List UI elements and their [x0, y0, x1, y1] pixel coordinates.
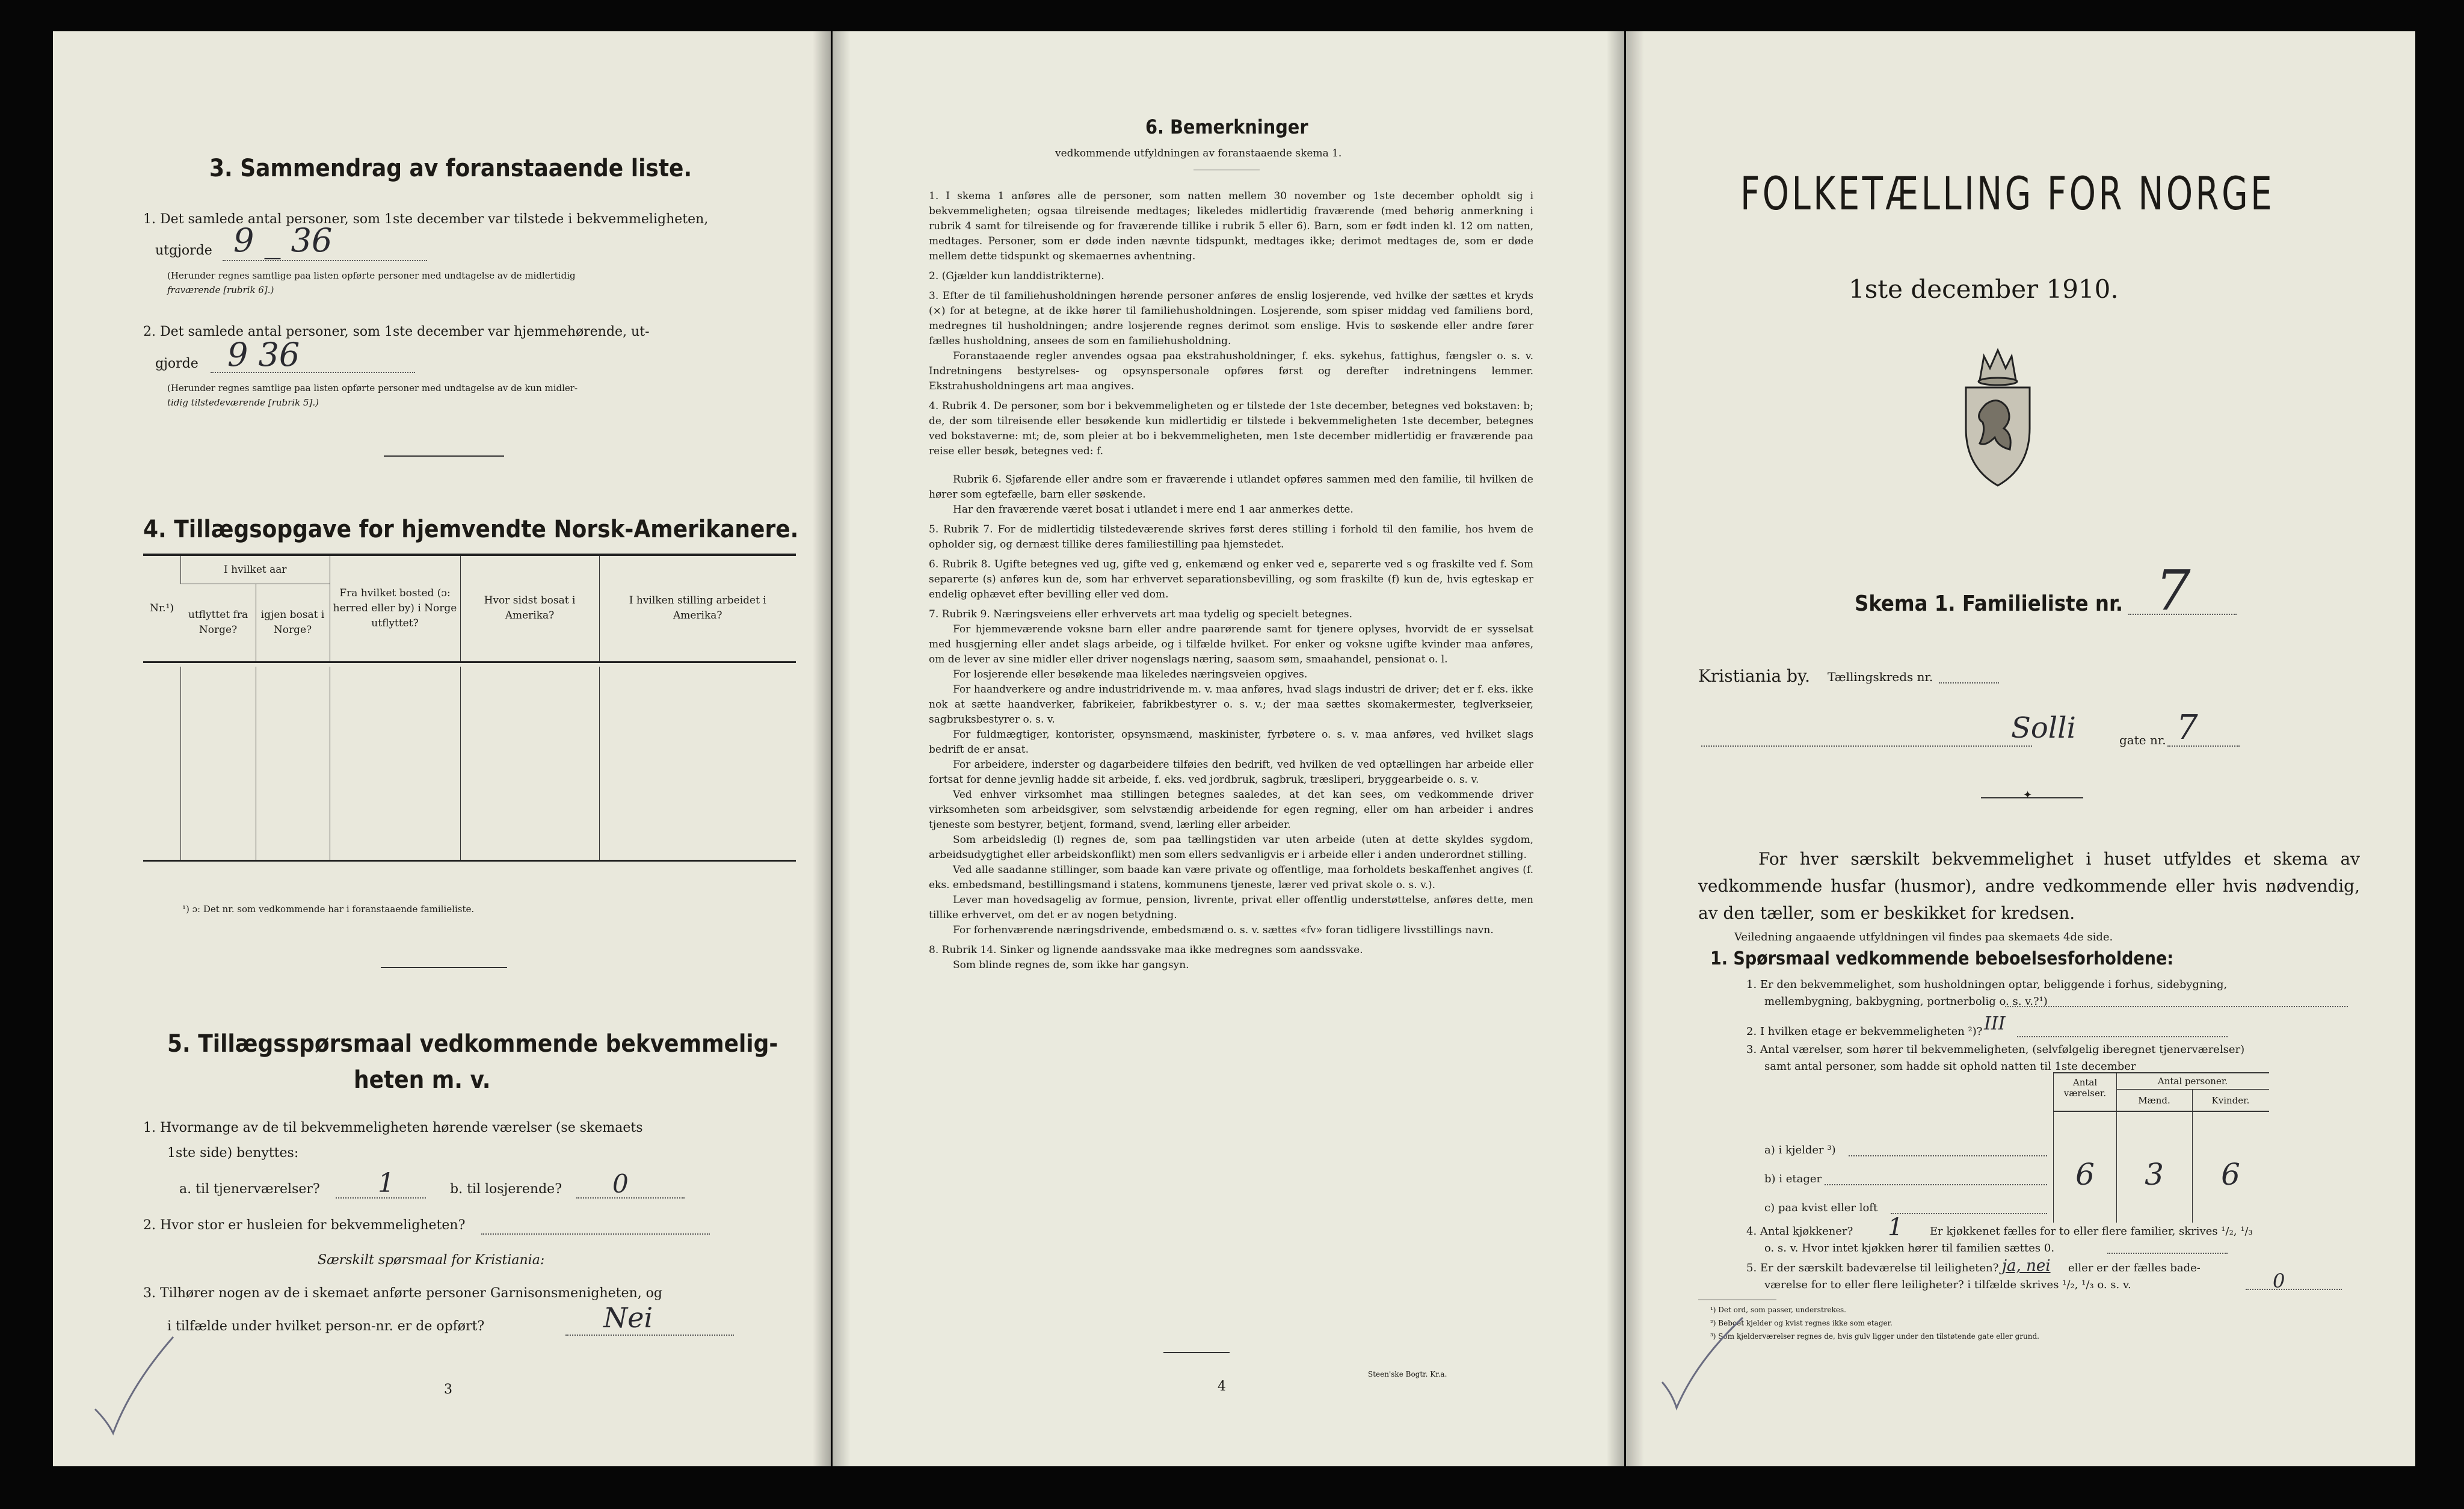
q1-note-2: fraværende [rubrik 6].) — [167, 285, 274, 295]
remark-3b: Foranstaaende regler anvendes ogsaa paa ekstrahusholdninger, f. eks. sykehus, fattighus, fængsler o. s. v. Indretningens bestyrelses- og opsynspersonale opføres først og derefter indretningens lemmer. Ekstrahusholdningens art maa angives. — [929, 350, 1533, 392]
col-vaerelser: Antal værelser. — [2063, 1077, 2107, 1099]
col-aar: I hvilket aar — [181, 556, 330, 584]
remark-7j: Lever man hovedsagelig av formue, pension, livrente, privat eller offentlig understøttelse, anføres dette, men tillike erhvervet, om det er av nogen betydning. — [929, 894, 1533, 921]
cover-q2: 2. I hvilken etage er bekvemmeligheten ²)? — [1746, 1025, 1983, 1038]
cover-q5-2: værelse for to eller flere leiligheter? i tilfælde skrives ¹/₂, ¹/₃ o. s. v. — [1764, 1279, 2131, 1291]
cover-q5-answer: ja, nei — [2002, 1257, 2051, 1275]
skema-label: Skema 1. Familieliste nr. — [1855, 591, 2124, 616]
s5-q1b: b. til losjerende? — [450, 1182, 562, 1197]
ornament-icon: ✦ — [2023, 789, 2033, 801]
remark-7: 7. Rubrik 9. Næringsveiens eller erhvervets art maa tydelig og specielt betegnes. — [929, 608, 1352, 620]
section-5-title: 5. Tillægsspørsmaal vedkommende bekvemmelig- — [167, 1030, 778, 1058]
remark-7k: For forhenværende næringsdrivende, embedsmænd o. s. v. sættes «fv» foran tidligere livsstillings navn. — [953, 924, 1494, 936]
coat-of-arms-icon — [1953, 344, 2043, 489]
remark-3: 3. Efter de til familiehusholdningen hørende personer anføres de enslig losjerende, ved hvilke der sættes et kryds (×) for at betegne, at de ikke hører til familiehusholdningen. Losjerende, som spiser middag ved familiens bord, medregnes til husholdningen; andre losjerende regnes derimot som enslige. Hvis to søskende eller andre fører fælles husholdning, ansees de som en familiehusholdning. — [929, 290, 1533, 347]
remark-6: 6. Rubrik 8. Ugifte betegnes ved ug, gifte ved g, enkemænd og enker ved e, separerte ved s og fraskilte ved f. Som separerte (s) anføres kun de, som har erhvervet separationsbevilling, og som fraskilte (f) kun de, hvis egteskap er endelig ophævet efter bevilling eller ved dom. — [929, 558, 1533, 600]
cover-intro: For hver særskilt bekvemmelighet i huset utfyldes et skema av vedkommende husfar (husmor), andre vedkommende eller hvis nødvendig, av den tæller, som er beskikket for kredsen. — [1698, 849, 2360, 923]
section-4-title: 4. Tillægsopgave for hjemvendte Norsk-Amerikanere. — [143, 516, 799, 543]
s5-q3-answer: Nei — [603, 1301, 653, 1334]
row-c: c) paa kvist eller loft — [1764, 1202, 1878, 1214]
cover-footnote-3: ³) Som kjelderværelser regnes de, hvis gulv ligger under den tilstøtende gate eller grund. — [1710, 1332, 2039, 1341]
q2-answer: 9 36 — [227, 336, 300, 374]
s5-kristiania: Særskilt spørsmaal for Kristiania: — [318, 1253, 545, 1268]
rooms-table — [2053, 1072, 2269, 1223]
page-4 — [833, 31, 1624, 1466]
section-6-title: 6. Bemerkninger — [1145, 116, 1308, 138]
q2-note-2: tidig tilstedeværende [rubrik 5].) — [167, 397, 319, 408]
remark-7c: For losjerende eller besøkende maa likeledes næringsveien opgives. — [953, 668, 1308, 680]
remarks-list — [929, 189, 1533, 973]
s5-q2: 2. Hvor stor er husleien for bekvemmeligheten? — [143, 1218, 466, 1233]
cover-q5-answer-2: 0 — [2273, 1270, 2285, 1292]
remark-7e: For fuldmægtiger, kontorister, opsynsmænd, maskinister, fyrbøtere o. s. v. maa anføres, ved hvilket slags bedrift de er ansat. — [929, 729, 1533, 756]
check-mark-icon — [1657, 1313, 1748, 1415]
q1-answer: 9 _ 36 — [233, 221, 333, 259]
norsk-amerikanere-table — [143, 556, 796, 862]
section-6-subtitle: vedkommende utfyldningen av foranstaaende skema 1. — [1055, 147, 1342, 159]
cover-q5-b: eller er der fælles bade- — [2068, 1262, 2201, 1274]
remark-4c: Har den fraværende været bosat i utlandet i mere end 1 aar anmerkes dette. — [953, 504, 1354, 516]
veiledning: Veiledning angaaende utfyldningen vil findes paa skemaets 4de side. — [1734, 931, 2113, 943]
cover-q2-answer: III — [1984, 1013, 2006, 1034]
remark-7d: For haandverkere og andre industridrivende m. v. maa anføres, hvad slags industri de driver; det er f. eks. ikke nok at sætte haandverker, fabrikeier, fabrikbestyrer o. s. v.; der maa sættes skomakermester, teglverkseier, sagbruksbestyrer o. s. v. — [929, 684, 1533, 726]
s5-q1a-answer: 1 — [378, 1168, 395, 1199]
remark-1: 1. I skema 1 anføres alle de personer, som natten mellem 30 november og 1ste december opholdt sig i bekvemmeligheten; ogsaa tilreisende medtages; likeledes midlertidig fraværende (med behørig anmerkning i rubrik 4 samt for tilreisende og for fraværende tillike i rubrik 5 eller 6). Barn, som er født inden kl. 12 om natten, medtages. Personer, som er døde inden nævnte tidspunkt, medtages ikke; derimot medtages de, som er døde mellem dette tidspunkt og skemaernes avhentning. — [929, 190, 1533, 262]
gate-label: gate nr. — [2119, 733, 2166, 747]
s5-q3-2: i tilfælde under hvilket person-nr. er de opført? — [167, 1319, 485, 1334]
kreds-label: Tællingskreds nr. — [1828, 670, 1933, 684]
col-utflyttet: utflyttet fra Norge? — [188, 608, 248, 636]
census-title: FOLKETÆLLING FOR NORGE — [1740, 167, 2275, 220]
cover-q5: 5. Er der særskilt badeværelse til leiligheten? — [1746, 1262, 1999, 1274]
section-5-title-2: heten m. v. — [354, 1066, 491, 1094]
s5-q3: 3. Tilhører nogen av de i skemaet anførte personer Garnisonsmenigheten, og — [143, 1286, 663, 1301]
col-amerika: Hvor sidst bosat i Amerika? — [460, 556, 599, 662]
q2-note: (Herunder regnes samtlige paa listen opførte personer med undtagelse av de kun midler- — [167, 383, 578, 393]
s5-q1a: a. til tjenerværelser? — [179, 1182, 320, 1197]
check-mark-icon — [89, 1331, 179, 1439]
s5-q1b-answer: 0 — [612, 1169, 629, 1199]
page-1-cover — [1626, 31, 2415, 1466]
remark-7i: Ved alle saadanne stillinger, som baade kan være private og offentlige, maa forholdets beskaffenhet angives (f. eks. embedsmand, bestillingsmand i statens, kommunens tjeneste, lærer ved privat skole o. s. v.). — [929, 864, 1533, 891]
row-b-vaerelser: 6 — [2075, 1157, 2095, 1192]
remark-8b: Som blinde regnes de, som ikke har gangsyn. — [953, 959, 1189, 971]
cover-q3: 3. Antal værelser, som hører til bekvemmeligheten, (selvfølgelig iberegnet tjenerværelser) — [1746, 1043, 2245, 1056]
remark-7b: For hjemmeværende voksne barn eller andre paarørende samt for tjenere oplyses, hvorvidt de er sysselsat med husgjerning eller andet slags arbeide, og i tilfælde hvilket. For enker og voksne ugifte kvinder maa anføres, om de lever av sine midler eller driver nogenslags næring, saasom søm, smaahandel, pensionat o. l. — [929, 623, 1533, 665]
row-b-maend: 3 — [2145, 1157, 2164, 1192]
cover-footnote-1: ¹) Det ord, som passer, understrekes. — [1710, 1306, 1846, 1314]
remark-4: 4. Rubrik 4. De personer, som bor i bekvemmeligheten og er tilstede der 1ste december, betegnes ved bokstaven: b; de, der som tilreisende eller besøkende kun midlertidig er tilstede i bekvemmeligheten 1ste december, betegnes ved bokstaverne: mt; de, som pleier at bo i bekvemmeligheten, men 1ste december midlertidig er fraværende paa reise eller besøk, betegnes ved: f. — [929, 400, 1533, 457]
street-answer: Solli — [2011, 711, 2076, 745]
cover-q1-2: mellembygning, bakbygning, portnerbolig o. s. v.?¹) — [1764, 995, 2048, 1008]
cover-q1: 1. Er den bekvemmelighet, som husholdningen optar, beliggende i forhus, sidebygning, — [1746, 978, 2228, 991]
row-a: a) i kjelder ³) — [1764, 1144, 1836, 1156]
remark-4b: Rubrik 6. Sjøfarende eller andre som er fraværende i utlandet opføres sammen med den familie, til hvilken de hører som egtefælle, barn eller søskende. — [929, 474, 1533, 501]
cover-footnote-2: ²) Beboet kjelder og kvist regnes ikke som etager. — [1710, 1319, 1893, 1327]
col-stilling: I hvilken stilling arbeidet i Amerika? — [599, 556, 796, 662]
kristiania-label: Kristiania by. — [1698, 666, 1811, 686]
remark-7f: For arbeidere, inderster og dagarbeidere tilføies den bedrift, ved hvilken de ved optællingen har arbeide eller fortsat for denne jevnlig hadde sit arbeide, f. eks. ved jordbruk, sagbruk, træsliperi, bryggearbeide o. s. v. — [929, 759, 1533, 786]
remark-5: 5. Rubrik 7. For de midlertidig tilstedeværende skrives først deres stilling i forhold til den familie, hos hvem de opholder sig, og dernæst tillike deres familiestilling paa hjemstedet. — [929, 523, 1533, 551]
table-footnote: ¹) ɔ: Det nr. som vedkommende har i foranstaaende familieliste. — [182, 904, 475, 915]
q2-text: 2. Det samlede antal personer, som 1ste december var hjemmehørende, ut- — [143, 324, 650, 339]
census-date: 1ste december 1910. — [1849, 274, 2119, 304]
q1-utgjorde: utgjorde — [155, 243, 212, 258]
col-nr: Nr.¹) — [150, 602, 174, 615]
cover-q4: 4. Antal kjøkkener? — [1746, 1225, 1853, 1238]
row-b: b) i etager — [1764, 1173, 1822, 1185]
cover-q4-b: Er kjøkkenet fælles for to eller flere familier, skrives ¹/₂, ¹/₃ — [1930, 1225, 2253, 1238]
page-3 — [53, 31, 831, 1466]
col-kvinder: Kvinder. — [2211, 1095, 2250, 1106]
remark-8: 8. Rubrik 14. Sinker og lignende aandssvake maa ikke medregnes som aandssvake. — [929, 944, 1363, 956]
remark-2: 2. (Gjælder kun landdistrikterne). — [929, 270, 1104, 282]
remark-7g: Ved enhver virksomhet maa stillingen betegnes saaledes, at det kan sees, om vedkommende driver virksomheten som arbeidsgiver, som selvstændig arbeidende for egen regning, eller om han arbeider i andres tjeneste som bestyrer, betjent, formand, svend, lærling eller arbeider. — [929, 789, 1533, 831]
cover-q4-answer: 1 — [1888, 1214, 1903, 1241]
row-b-kvinder: 6 — [2221, 1157, 2240, 1192]
s5-q1: 1. Hvormange av de til bekvemmeligheten hørende værelser (se skemaets — [143, 1120, 643, 1135]
section-3-title: 3. Sammendrag av foranstaaende liste. — [209, 155, 692, 182]
col-maend: Mænd. — [2138, 1095, 2170, 1106]
cover-q4-2: o. s. v. Hvor intet kjøkken hører til familien sættes 0. — [1764, 1242, 2055, 1254]
printer-mark: Steen'ske Bogtr. Kr.a. — [1368, 1370, 1447, 1378]
q1-text: 1. Det samlede antal personer, som 1ste december var tilstede i bekvemmeligheten, — [143, 212, 709, 227]
gate-answer: 7 — [2176, 708, 2198, 747]
s5-q1-2: 1ste side) benyttes: — [167, 1146, 299, 1161]
page-number-3: 3 — [444, 1382, 452, 1397]
remark-7h: Som arbeidsledig (l) regnes de, som paa tællingstiden var uten arbeide (uten at dette skyldes sygdom, arbeidsudygtighet eller arbeidskonflikt) men som ellers sedvanligvis er i arbeide eller i anden underordnet stilling. — [929, 834, 1533, 861]
skema-answer: 7 — [2155, 558, 2191, 623]
col-bosted: Fra hvilket bosted (ɔ: herred eller by) i Norge utflyttet? — [330, 556, 460, 662]
col-personer: Antal personer. — [2157, 1076, 2228, 1087]
col-igjen: igjen bosat i Norge? — [256, 584, 330, 662]
page-number-4: 4 — [1218, 1379, 1226, 1394]
q1-note: (Herunder regnes samtlige paa listen opførte personer med undtagelse av de midlertidig — [167, 270, 576, 281]
cover-q3-2: samt antal personer, som hadde sit ophold natten til 1ste december — [1764, 1060, 2136, 1073]
s1-title: 1. Spørsmaal vedkommende beboelsesforholdene: — [1710, 948, 2174, 969]
q2-gjorde: gjorde — [155, 356, 199, 371]
